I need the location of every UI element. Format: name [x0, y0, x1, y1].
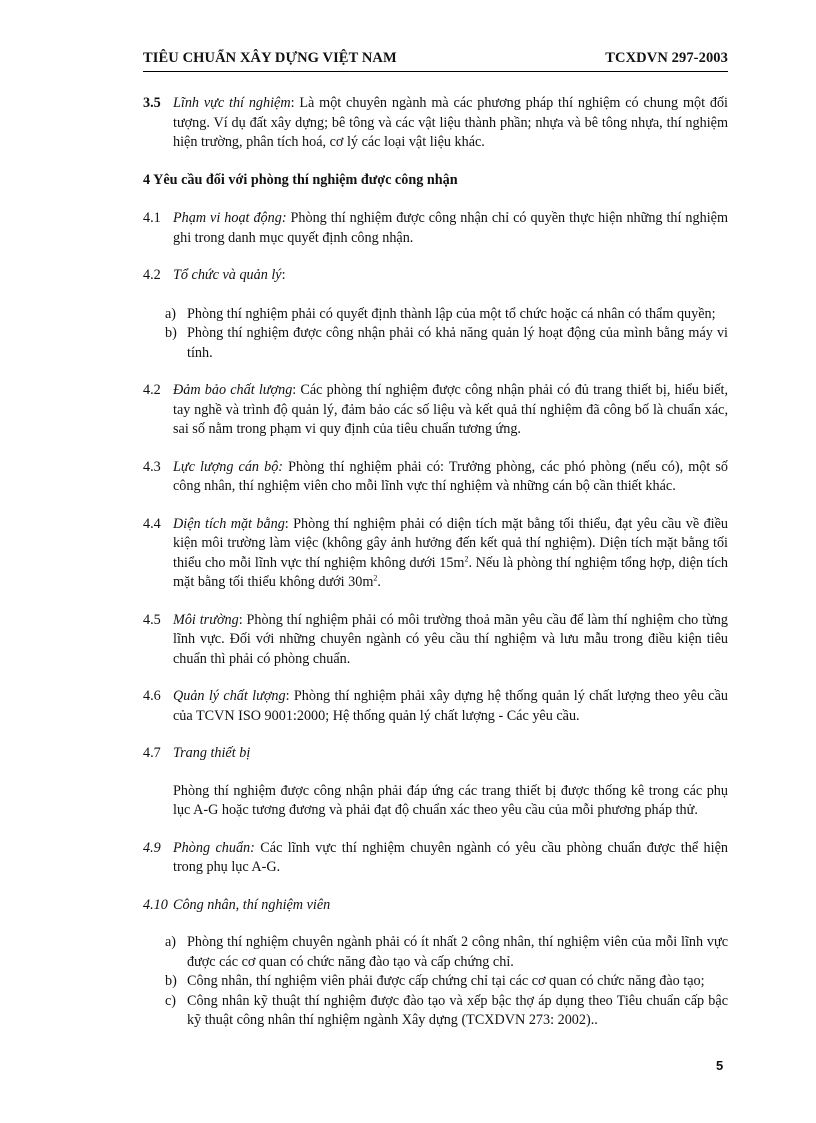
list-item — [165, 933, 728, 972]
superscript: 2 — [373, 573, 378, 583]
section-text: Các lĩnh vực thí nghiệm chuyên ngành có yêu cầu phòng chuẩn được thể hiện trong phụ lục A-G. — [173, 839, 728, 875]
section-text: Phòng thí nghiệm phải có: Trưởng phòng, các phó phòng (nếu có), một số công nhân, thí nghiệm viên cho mỗi lĩnh vực thí nghiệm và những cán bộ cần thiết khác. — [173, 458, 728, 494]
section-number: 4.1 — [143, 210, 161, 226]
section-text: : Các phòng thí nghiệm được công nhận phải có đủ trang thiết bị, hiểu biết, tay nghề và trình độ quản lý, đảm bảo các số liệu và kết quả thí nghiệm đã công bố là chuẩn xác, sai số nằm trong phạm vi quy định của tiêu chuẩn tương ứng. — [173, 382, 728, 437]
list-item — [165, 305, 728, 325]
list-item-text: Phòng thí nghiệm phải có quyết định thành lập của một tổ chức hoặc cá nhân có thẩm quyền; — [187, 305, 716, 322]
list-item — [165, 972, 728, 992]
section-term: Phạm vi hoạt động: — [173, 210, 287, 226]
section-term: Đảm bảo chất lượng — [173, 382, 293, 398]
list-item-text: Phòng thí nghiệm được công nhận phải có khả năng quản lý hoạt động của mình bằng máy vi tính. — [187, 325, 728, 361]
section-number: 3.5 — [143, 95, 161, 111]
section-4-heading: 4 Yêu cầu đối với phòng thí nghiệm được công nhận — [143, 171, 458, 188]
section-term: Quản lý chất lượng — [173, 688, 286, 704]
list-item-text: Công nhân, thí nghiệm viên phải được cấp chứng chỉ tại các cơ quan có chức năng đào tạo; — [187, 973, 705, 989]
section-4-1 — [143, 209, 728, 248]
section-text: : Là một chuyên ngành mà các phương pháp thí nghiệm có chung một đối tượng. Ví dụ đất xây dựng; bê tông và các vật liệu thành phần; nhựa và bê tông nhựa, thí nghiệm hiện trường, phân tích hoá, cơ lý các loại vật liệu khác. — [173, 95, 728, 150]
section-text: : Phòng thí nghiệm phải xây dựng hệ thống quản lý chất lượng theo yêu cầu của TCVN ISO 9001:2000; Hệ thống quản lý chất lượng - Các yêu cầu. — [173, 688, 728, 724]
list-item-label: a) — [165, 934, 177, 950]
staff-list — [143, 933, 728, 1031]
section-term: Môi trường — [173, 611, 239, 628]
section-number: 4.2 — [143, 267, 161, 283]
section-term: Phòng chuẩn: — [173, 839, 255, 856]
section-number: 4.2 — [143, 382, 161, 398]
section-text-continued: . Nếu là phòng thí nghiệm tổng hợp, diện tích mặt bằng tối thiểu không dưới 30m — [173, 554, 728, 590]
section-4-10 — [143, 896, 728, 916]
list-item-label: b) — [165, 973, 177, 989]
section-term: Công nhân, thí nghiệm viên — [173, 896, 331, 913]
section-term: Tổ chức và quản lý — [173, 267, 282, 283]
section-4-9 — [143, 839, 728, 878]
section-3-5 — [143, 94, 728, 153]
section-4-2-organization — [143, 266, 728, 286]
section-4-5 — [143, 611, 728, 670]
section-number: 4.9 — [143, 839, 161, 856]
section-text: : Phòng thí nghiệm phải có diện tích mặt bằng tối thiểu, đạt yêu cầu về điều kiện môi trường làm việc (không gây ảnh hưởng đến kết quả thí nghiệm). Diện tích mặt bằng tối thiểu cho mỗi lĩnh vực thí nghiệm không dưới 15m — [173, 515, 728, 571]
section-4-2-quality-assurance — [143, 381, 728, 440]
section-number: 4.4 — [143, 515, 161, 532]
section-text: : Phòng thí nghiệm phải có môi trường thoả mãn yêu cầu để làm thí nghiệm cho từng lĩnh vực. Đối với những chuyên ngành có yêu cầu thí nghiệm và lưu mẫu trong điều kiện tiêu chuẩn thì phải có phòng chuẩn. — [173, 611, 728, 667]
section-4-4 — [143, 515, 728, 593]
section-number: 4.6 — [143, 688, 161, 704]
section-term: Diện tích mặt bằng — [173, 515, 285, 532]
header-title: TIÊU CHUẨN XÂY DỰNG VIỆT NAM — [143, 50, 397, 66]
organization-list — [143, 305, 728, 364]
section-number: 4.3 — [143, 458, 161, 475]
list-item-label: b) — [165, 325, 177, 341]
section-number: 4.7 — [143, 745, 161, 761]
page-body — [143, 92, 728, 1031]
section-term: Lĩnh vực thí nghiệm — [173, 95, 291, 111]
list-item — [165, 324, 728, 363]
section-number: 4.10 — [143, 896, 168, 913]
list-item-label: c) — [165, 992, 177, 1009]
section-text-end: . — [377, 574, 381, 590]
list-item — [165, 992, 728, 1031]
section-4-7 — [143, 744, 728, 764]
section-term: Lực lượng cán bộ: — [173, 458, 284, 475]
section-term: Trang thiết bị — [173, 745, 251, 761]
page-number: 5 — [716, 1058, 724, 1073]
list-item-label: a) — [165, 305, 177, 322]
superscript: 2 — [464, 553, 469, 563]
section-4-7-text: Phòng thí nghiệm được công nhận phải đáp ứng các trang thiết bị được thống kê trong các phụ lục A-G hoặc tương đương và phải đạt độ chuẩn xác theo yêu cầu của mỗi phương pháp thử. — [173, 782, 728, 818]
list-item-text: Phòng thí nghiệm chuyên ngành phải có ít nhất 2 công nhân, thí nghiệm viên của mỗi lĩnh vực được các cơ quan có chức năng đào tạo và cấp chứng chỉ. — [187, 934, 728, 970]
section-number: 4.5 — [143, 611, 161, 628]
section-text: : — [281, 267, 286, 283]
section-4-3 — [143, 458, 728, 497]
section-4-6 — [143, 687, 728, 726]
list-item-text: Công nhân kỹ thuật thí nghiệm được đào tạo và xếp bậc thợ áp dụng theo Tiêu chuẩn cấp bậc kỹ thuật công nhân thí nghiệm ngành Xây dựng (TCXDVN 273: 2002).. — [187, 992, 728, 1028]
page-header — [143, 50, 728, 72]
section-text: Phòng thí nghiệm được công nhận chỉ có quyền thực hiện những thí nghiệm ghi trong danh mục quyết định công nhận. — [173, 210, 728, 246]
header-standard-code: TCXDVN 297-2003 — [605, 50, 728, 66]
